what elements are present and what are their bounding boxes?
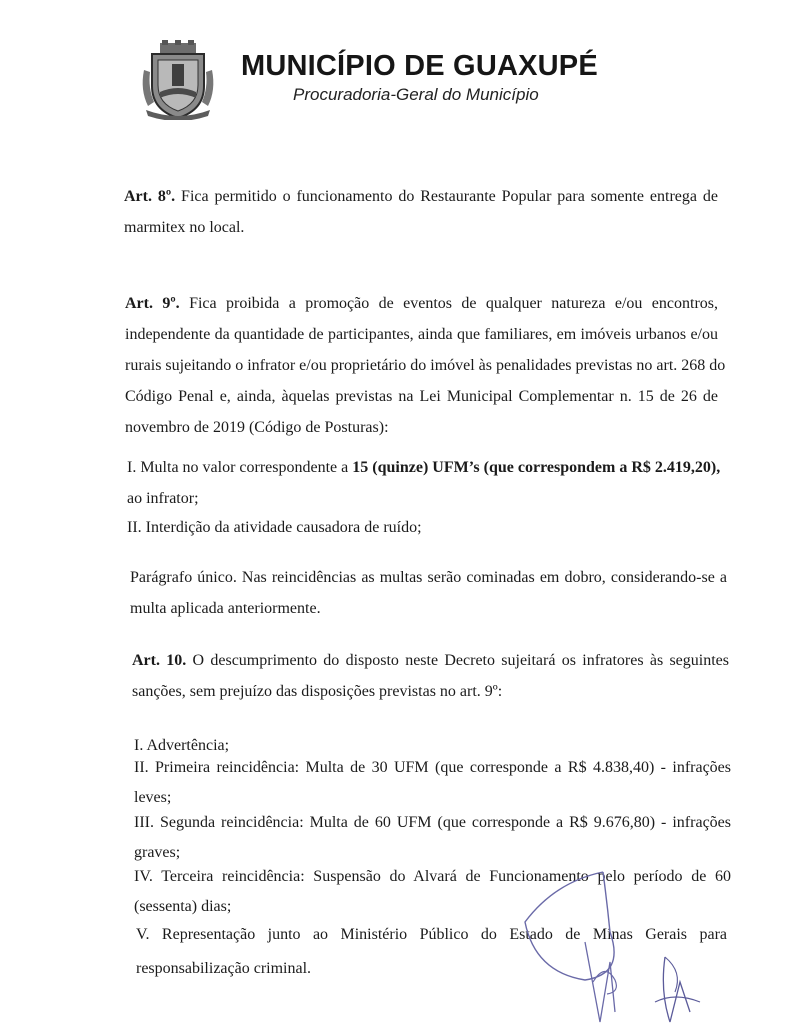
department-subtitle: Procuradoria-Geral do Município bbox=[293, 85, 539, 104]
article-10-line-1: Art. 10. O descumprimento do disposto neste Decreto sujeitará os infratores às seguintes bbox=[132, 652, 729, 669]
fine-amount: 15 (quinze) UFM’s (que correspondem a R$ 2.419,20) bbox=[352, 459, 717, 476]
article-10-item-2: II. Primeira reincidência: Multa de 30 UFM (que corresponde a R$ 4.838,40) - infrações leves; bbox=[134, 759, 731, 806]
article-9-line-1: Art. 9º. Fica proibida a promoção de eventos de qualquer natureza e/ou encontros, bbox=[125, 295, 719, 312]
municipality-title: MUNICÍPIO DE GUAXUPÉ bbox=[241, 50, 598, 82]
article-8-label: Art. 8º. bbox=[124, 188, 176, 205]
article-9-line-4: Código Penal e, ainda, àquelas previstas na Lei Municipal Complementar n. 15 de 26 de bbox=[125, 388, 718, 405]
article-9-item-1: I. Multa no valor correspondente a 15 (quinze) UFM’s (que correspondem a R$ 2.419,20), ao infrator; bbox=[127, 459, 721, 507]
article-9-line-3: rurais sujeitando o infrator e/ou proprietário do imóvel às penalidades previstas no art. 268 do bbox=[125, 357, 726, 374]
article-9-label: Art. 9º. bbox=[125, 295, 180, 312]
article-10-item-1: I. Advertência; bbox=[134, 737, 230, 754]
article-9 bbox=[125, 288, 726, 443]
article-8-line-1: Art. 8º. Fica permitido o funcionamento do Restaurante Popular para somente entrega de bbox=[124, 188, 718, 205]
article-10 bbox=[132, 645, 729, 707]
article-10-line-2: sanções, sem prejuízo das disposições previstas no art. 9º: bbox=[132, 683, 503, 700]
article-9-line-2: independente da quantidade de participantes, ainda que familiares, em imóveis urbanos e/ou bbox=[125, 326, 718, 343]
article-10-label: Art. 10. bbox=[132, 652, 187, 669]
handwritten-signature bbox=[515, 862, 755, 1032]
article-8-line-2: marmitex no local. bbox=[124, 219, 245, 236]
article-10-item-4: IV. Terceira reincidência: Suspensão do Alvará de Funcionamento pelo período de 60 (sessenta) dias; bbox=[134, 868, 731, 915]
sole-paragraph: Parágrafo único. Nas reincidências as multas serão cominadas em dobro, considerando-se a multa aplicada anteriormente. bbox=[130, 569, 727, 617]
municipal-coat-of-arms-icon bbox=[138, 40, 218, 120]
article-9-item-2: II. Interdição da atividade causadora de ruído; bbox=[127, 519, 422, 536]
article-9-line-5: novembro de 2019 (Código de Posturas): bbox=[125, 419, 389, 436]
article-10-item-3: III. Segunda reincidência: Multa de 60 UFM (que corresponde a R$ 9.676,80) - infrações graves; bbox=[134, 814, 731, 861]
article-8 bbox=[124, 181, 718, 243]
article-10-item-5: V. Representação junto ao Ministério Público do Estado de Minas Gerais para responsabilização criminal. bbox=[136, 926, 727, 977]
